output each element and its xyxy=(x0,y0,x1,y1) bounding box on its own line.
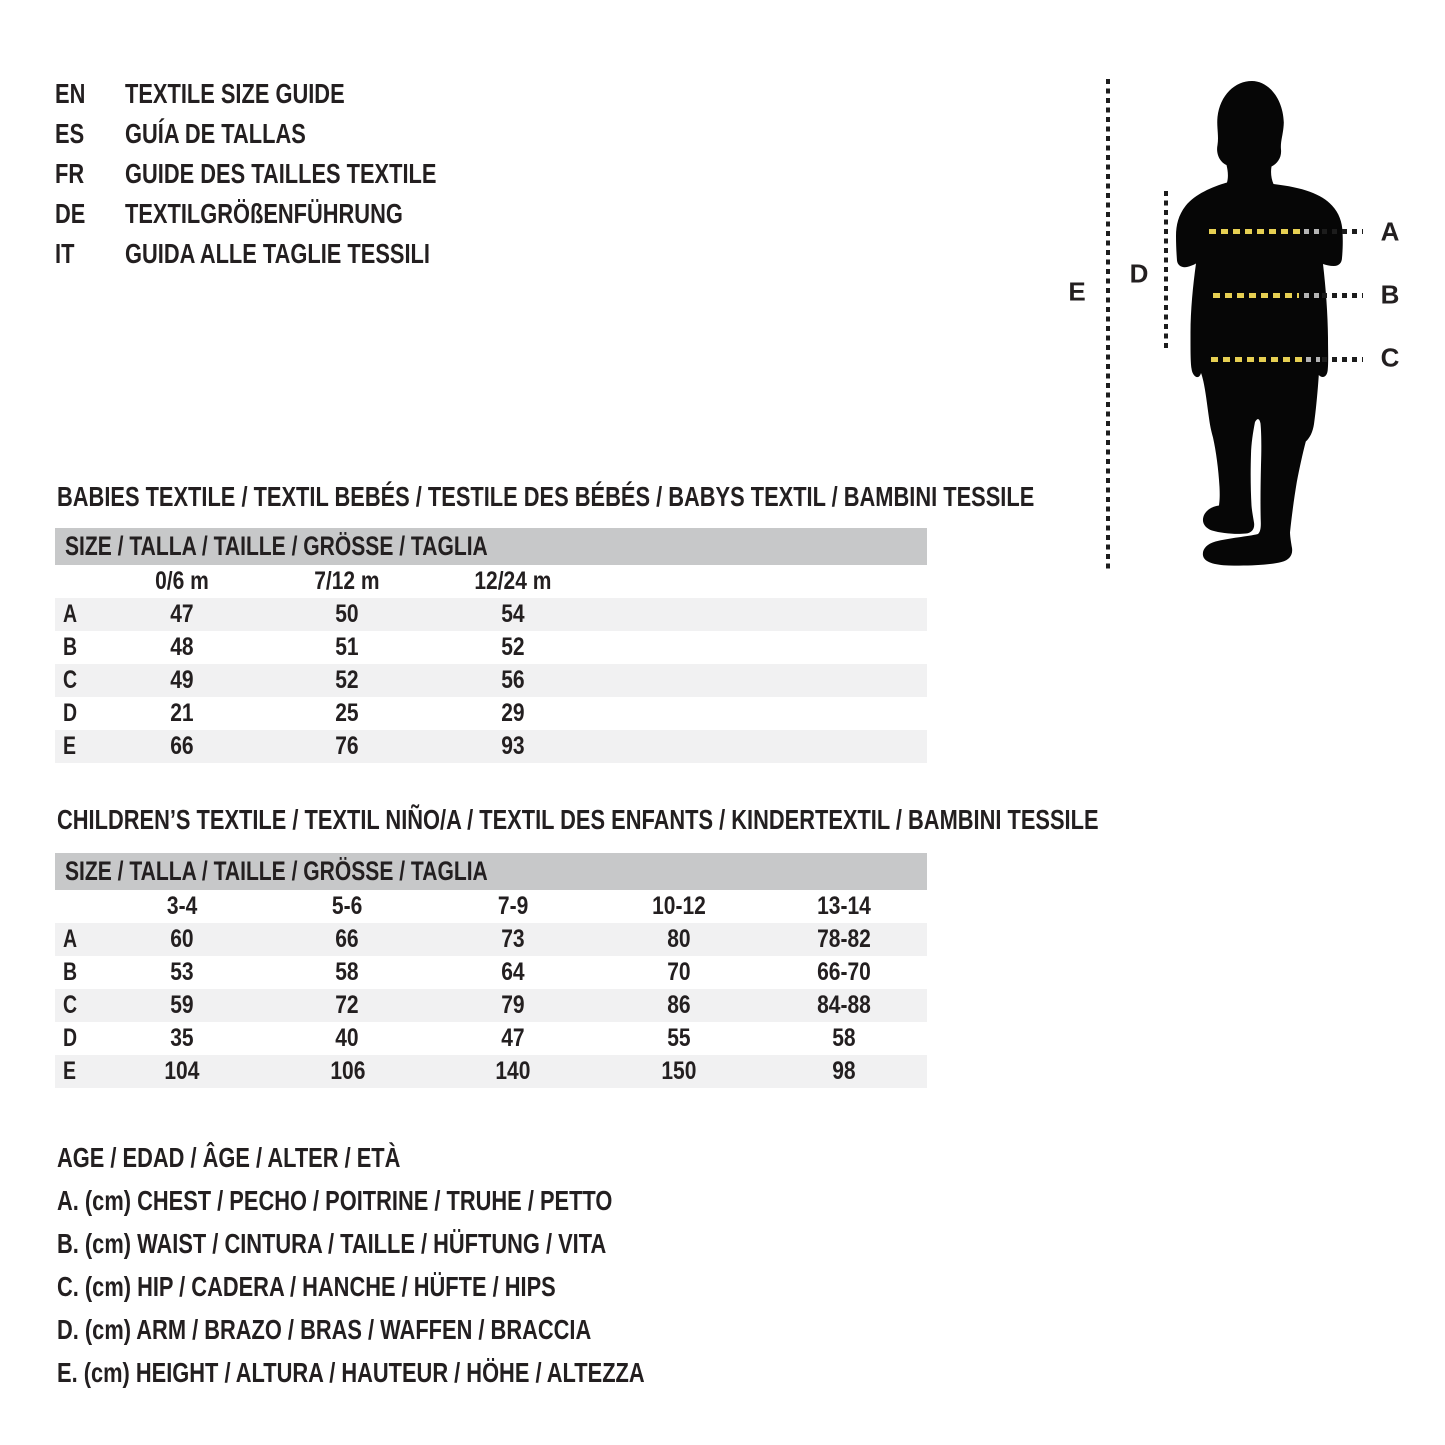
row-label xyxy=(55,633,99,662)
table-cell xyxy=(761,958,927,987)
babies-section-title-text: BABIES TEXTILE / TEXTIL BEBÉS / TESTILE DES BÉBÉS / BABYS TEXTIL / BAMBINI TESSILE xyxy=(57,481,1035,512)
children-column-header-row xyxy=(55,890,927,923)
legend-text: A. (cm) CHEST / PECHO / POITRINE / TRUHE / PETTO xyxy=(57,1184,613,1216)
table-cell xyxy=(265,1057,431,1086)
row-label-text: E xyxy=(63,732,77,760)
cell-value: 52 xyxy=(335,666,360,694)
table-row xyxy=(55,697,927,730)
table-cell xyxy=(430,925,596,954)
row-label xyxy=(55,699,99,728)
legend-line-arm xyxy=(57,1308,810,1351)
cell-value: 55 xyxy=(666,1024,691,1052)
children-size-header-bar xyxy=(55,853,927,890)
column-header xyxy=(99,892,265,921)
table-cell xyxy=(265,732,431,761)
guide-title xyxy=(125,198,481,230)
column-header xyxy=(761,892,927,921)
column-header-text: 5-6 xyxy=(332,892,363,920)
language-code-text: FR xyxy=(55,158,85,189)
table-cell xyxy=(99,925,265,954)
cell-value: 66 xyxy=(170,732,194,760)
table-cell xyxy=(265,1024,431,1053)
table-row xyxy=(55,923,927,956)
cell-value: 70 xyxy=(666,958,691,986)
waist-measure-leader-b xyxy=(1322,293,1363,298)
children-section-title-text: CHILDREN’S TEXTILE / TEXTIL NIÑO/A / TEXTIL DES ENFANTS / KINDERTEXTIL / BAMBINI TESSILE xyxy=(57,804,1099,835)
row-label-text: E xyxy=(63,1057,77,1085)
table-row xyxy=(55,631,927,664)
table-cell xyxy=(99,991,265,1020)
cell-value: 56 xyxy=(501,666,525,694)
language-title-list xyxy=(55,74,524,274)
cell-value: 98 xyxy=(832,1057,856,1085)
table-cell xyxy=(99,1057,265,1086)
table-cell xyxy=(99,600,265,629)
children-size-table xyxy=(55,853,927,1088)
figure-label-a: A xyxy=(1380,216,1400,247)
cell-value: 48 xyxy=(170,633,194,661)
chest-measure-leader-a xyxy=(1322,229,1363,234)
cell-value: 80 xyxy=(666,925,691,953)
list-item xyxy=(55,114,524,154)
cell-value: 47 xyxy=(170,600,194,628)
hip-measure-line-c xyxy=(1211,357,1303,362)
guide-title xyxy=(125,118,357,150)
table-cell xyxy=(265,633,431,662)
children-section-title xyxy=(57,804,1392,836)
table-row xyxy=(55,1022,927,1055)
guide-title xyxy=(125,78,407,110)
legend-text: D. (cm) ARM / BRAZO / BRAS / WAFFEN / BRACCIA xyxy=(57,1313,592,1345)
figure-label-d: D xyxy=(1129,258,1149,289)
row-label xyxy=(55,925,99,954)
cell-value: 93 xyxy=(501,732,525,760)
row-label xyxy=(55,600,99,629)
column-header-text: 7-9 xyxy=(497,892,529,920)
legend-line-hip xyxy=(57,1265,810,1308)
children-size-header-text: SIZE / TALLA / TAILLE / GRÖSSE / TAGLIA xyxy=(65,856,488,886)
row-label-text: D xyxy=(63,1024,78,1052)
table-cell xyxy=(430,633,596,662)
legend-line-waist xyxy=(57,1222,810,1265)
row-label-text: A xyxy=(63,925,78,953)
cell-value: 66-70 xyxy=(817,958,872,986)
measurement-legend xyxy=(57,1136,810,1394)
table-cell xyxy=(430,666,596,695)
row-label-text: C xyxy=(63,991,78,1019)
guide-title-text: TEXTILGRÖßENFÜHRUNG xyxy=(125,198,403,229)
cell-value: 40 xyxy=(335,1024,360,1052)
table-row xyxy=(55,989,927,1022)
table-cell xyxy=(99,732,265,761)
table-cell xyxy=(596,1057,762,1086)
table-row xyxy=(55,730,927,763)
cell-value: 49 xyxy=(170,666,194,694)
language-code-text: IT xyxy=(55,238,75,269)
table-cell xyxy=(430,600,596,629)
cell-value: 59 xyxy=(170,991,194,1019)
table-row xyxy=(55,598,927,631)
column-header-text: 7/12 m xyxy=(314,567,381,595)
table-cell xyxy=(430,958,596,987)
language-code xyxy=(55,158,125,190)
cell-value: 150 xyxy=(661,1057,697,1085)
language-code-text: DE xyxy=(55,198,86,229)
guide-title-text: GUIDE DES TAILLES TEXTILE xyxy=(125,158,437,189)
language-code xyxy=(55,198,125,230)
cell-value: 72 xyxy=(335,991,360,1019)
cell-value: 84-88 xyxy=(817,991,872,1019)
cell-value: 47 xyxy=(501,1024,525,1052)
table-cell xyxy=(430,991,596,1020)
guide-title-text: GUIDA ALLE TAGLIE TESSILI xyxy=(125,238,430,269)
cell-value: 35 xyxy=(170,1024,194,1052)
table-cell xyxy=(761,991,927,1020)
table-cell xyxy=(265,699,431,728)
language-code-text: ES xyxy=(55,118,85,149)
column-header xyxy=(99,567,265,596)
row-label-text: C xyxy=(63,666,78,694)
cell-value: 60 xyxy=(170,925,194,953)
table-cell xyxy=(99,1024,265,1053)
table-cell xyxy=(265,666,431,695)
cell-value: 53 xyxy=(170,958,194,986)
cell-value: 79 xyxy=(501,991,525,1019)
hip-measure-line-c-fade xyxy=(1306,357,1320,362)
babies-size-header-bar xyxy=(55,528,927,565)
legend-text: E. (cm) HEIGHT / ALTURA / HAUTEUR / HÖHE / ALTEZZA xyxy=(57,1356,645,1388)
table-cell xyxy=(596,958,762,987)
cell-value: 64 xyxy=(501,958,525,986)
cell-value: 58 xyxy=(335,958,360,986)
list-item xyxy=(55,154,524,194)
table-cell xyxy=(761,1057,927,1086)
row-label xyxy=(55,732,99,761)
column-header xyxy=(265,567,431,596)
babies-section-title xyxy=(57,481,1310,513)
legend-line-age xyxy=(57,1136,810,1179)
table-cell xyxy=(596,925,762,954)
table-cell xyxy=(99,633,265,662)
language-code xyxy=(55,78,125,110)
cell-value: 78-82 xyxy=(817,925,872,953)
column-header xyxy=(430,892,596,921)
cell-value: 52 xyxy=(501,633,525,661)
table-cell xyxy=(265,925,431,954)
column-header-text: 3-4 xyxy=(166,892,197,920)
list-item xyxy=(55,234,524,274)
list-item xyxy=(55,194,524,234)
table-cell xyxy=(596,1024,762,1053)
babies-size-table xyxy=(55,528,927,763)
waist-measure-line-b-fade xyxy=(1304,293,1319,298)
table-row xyxy=(55,664,927,697)
table-cell xyxy=(265,958,431,987)
row-label xyxy=(55,958,99,987)
cell-value: 54 xyxy=(501,600,525,628)
table-cell xyxy=(430,699,596,728)
cell-value: 104 xyxy=(164,1057,200,1085)
legend-line-height xyxy=(57,1351,810,1394)
cell-value: 51 xyxy=(335,633,360,661)
language-code xyxy=(55,238,125,270)
language-code-text: EN xyxy=(55,78,86,109)
chest-measure-line-a xyxy=(1209,229,1302,234)
cell-value: 25 xyxy=(335,699,360,727)
row-label-text: A xyxy=(63,600,78,628)
babies-column-header-row xyxy=(55,565,927,598)
chest-measure-line-a-fade xyxy=(1304,229,1319,234)
table-cell xyxy=(761,925,927,954)
table-cell xyxy=(430,1024,596,1053)
row-label-text: B xyxy=(63,633,78,661)
row-label xyxy=(55,991,99,1020)
row-label-text: D xyxy=(63,699,78,727)
table-row xyxy=(55,1055,927,1088)
cell-value: 86 xyxy=(666,991,691,1019)
column-header-text: 10-12 xyxy=(651,892,706,920)
guide-title-text: GUÍA DE TALLAS xyxy=(125,118,306,149)
table-cell xyxy=(99,699,265,728)
column-header-text: 13-14 xyxy=(817,892,872,920)
figure-label-e: E xyxy=(1068,276,1086,307)
cell-value: 76 xyxy=(335,732,360,760)
guide-title xyxy=(125,158,524,190)
cell-value: 29 xyxy=(501,699,525,727)
table-cell xyxy=(596,991,762,1020)
cell-value: 58 xyxy=(832,1024,856,1052)
table-cell xyxy=(99,958,265,987)
cell-value: 21 xyxy=(170,699,194,727)
row-label-text: B xyxy=(63,958,78,986)
column-header-text: 0/6 m xyxy=(154,567,209,595)
column-header xyxy=(265,892,431,921)
legend-text: C. (cm) HIP / CADERA / HANCHE / HÜFTE / HIPS xyxy=(57,1270,556,1302)
cell-value: 50 xyxy=(335,600,360,628)
cell-value: 106 xyxy=(329,1057,365,1085)
table-cell xyxy=(430,1057,596,1086)
column-header xyxy=(596,892,762,921)
cell-value: 140 xyxy=(495,1057,531,1085)
list-item xyxy=(55,74,524,114)
table-cell xyxy=(430,732,596,761)
column-header xyxy=(430,567,596,596)
figure-label-c: C xyxy=(1380,342,1400,373)
row-label xyxy=(55,1057,99,1086)
waist-measure-line-b xyxy=(1213,293,1299,298)
cell-value: 73 xyxy=(501,925,525,953)
row-label xyxy=(55,666,99,695)
column-header-text: 12/24 m xyxy=(474,567,552,595)
table-cell xyxy=(265,600,431,629)
guide-title xyxy=(125,238,516,270)
legend-line-chest xyxy=(57,1179,810,1222)
figure-label-b: B xyxy=(1380,279,1400,310)
table-cell xyxy=(265,991,431,1020)
hip-measure-leader-c xyxy=(1322,357,1363,362)
legend-text: B. (cm) WAIST / CINTURA / TAILLE / HÜFTUNG / VITA xyxy=(57,1227,607,1259)
guide-title-text: TEXTILE SIZE GUIDE xyxy=(125,78,345,109)
cell-value: 66 xyxy=(335,925,360,953)
babies-size-header-text: SIZE / TALLA / TAILLE / GRÖSSE / TAGLIA xyxy=(65,531,488,561)
row-label xyxy=(55,1024,99,1053)
legend-text: AGE / EDAD / ÂGE / ALTER / ETÀ xyxy=(57,1141,401,1173)
table-row xyxy=(55,956,927,989)
language-code xyxy=(55,118,125,150)
table-cell xyxy=(761,1024,927,1053)
table-cell xyxy=(99,666,265,695)
